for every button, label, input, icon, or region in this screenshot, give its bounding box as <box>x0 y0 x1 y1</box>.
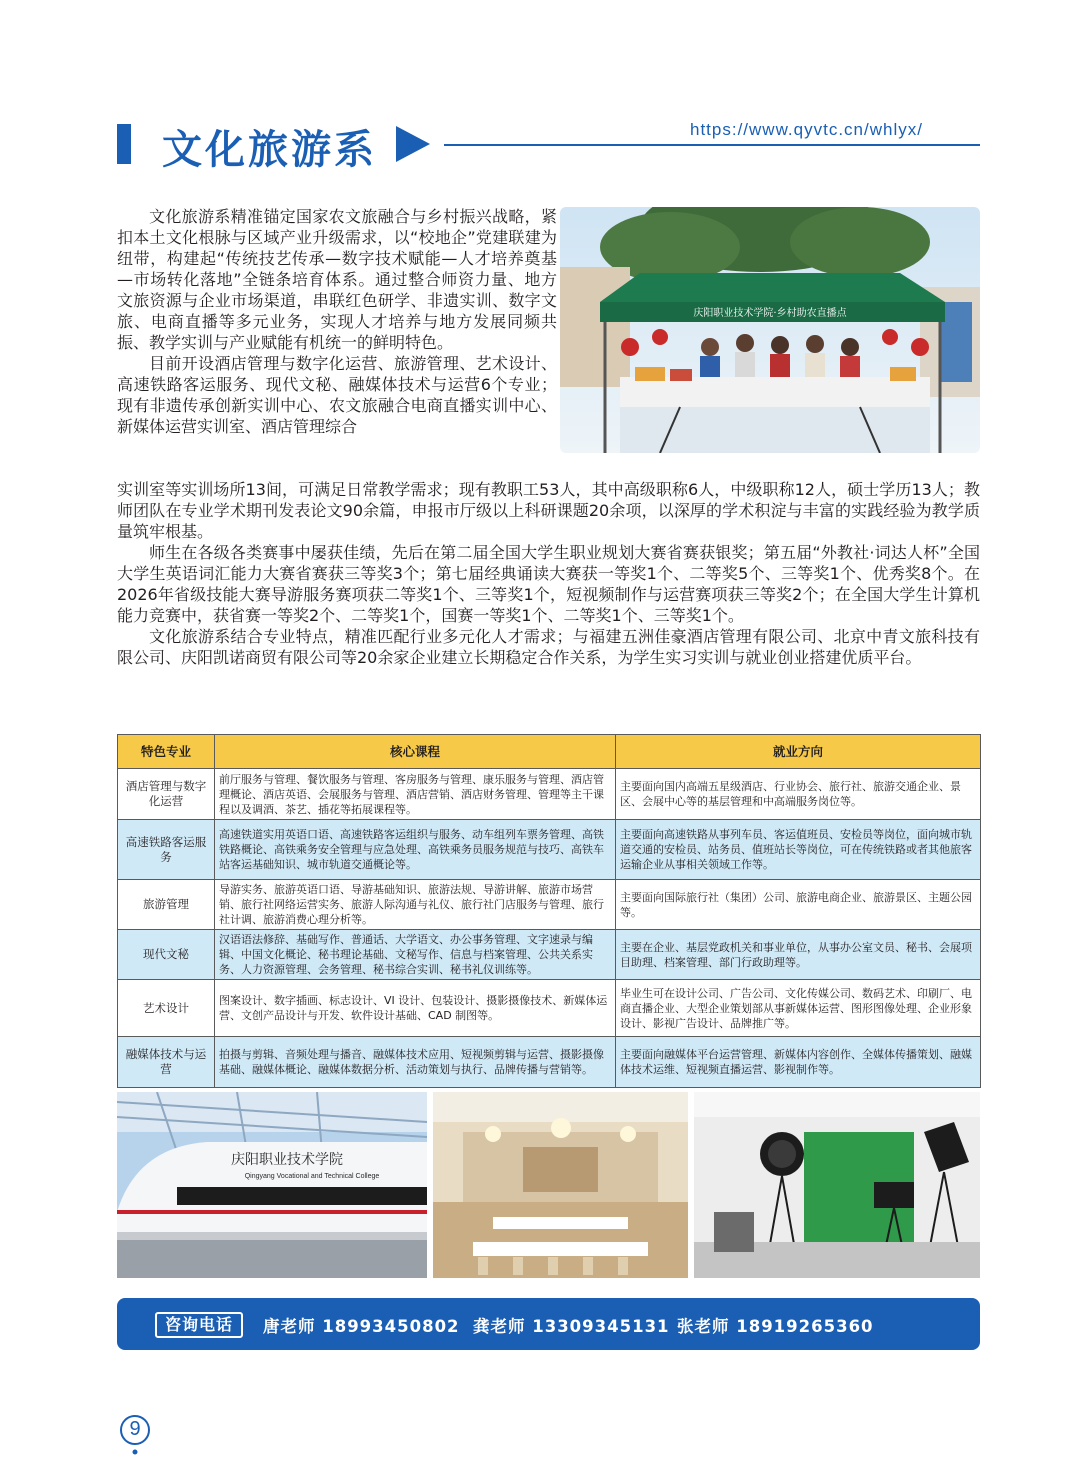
contact-label: 咨询电话 <box>155 1312 243 1338</box>
train-simulator-photo <box>117 1092 427 1278</box>
paragraph: 师生在各级各类赛事中屡获佳绩，先后在第二届全国大学生职业规划大赛省赛获银奖；第五届“外教社·词达人杯”全国大学生英语词汇能力大赛省赛获三等奖3个；第七届经典诵读大赛获一等奖1个、二等奖5个、三等奖1个、优秀奖8个。在2026年省级技能大赛导游服务赛项获二等奖1个、三等奖1个，短视频制作与运营赛项获三等奖2个；在全国大学生计算机能力竞赛中，获省赛一等奖2个、二等奖1个，国赛一等奖1个、二等奖1个、三等奖1个。 <box>117 543 980 625</box>
paragraph: 目前开设酒店管理与数字化运营、旅游管理、艺术设计、高速铁路客运服务、现代文秘、融媒体技术与运营6个专业；现有非遗传承创新实训中心、农文旅融合电商直播实训中心、新媒体运营实训室、酒店管理综合 <box>117 354 557 436</box>
contact-phone[interactable]: 龚老师 13309345131 <box>473 1317 670 1336</box>
jobs-cell: 毕业生可在设计公司、广告公司、文化传媒公司、数码艺术、印刷厂、电商直播企业、大型企业策划部从事新媒体运营、图形图像处理、企业形象设计、影视广告设计、品牌推广等。 <box>616 980 981 1037</box>
title-accent-bar <box>117 124 131 164</box>
media-studio-photo <box>694 1092 980 1278</box>
table-row <box>118 980 981 1037</box>
train-college-name-en: Qingyang Vocational and Technical College <box>244 1173 380 1180</box>
courses-cell: 导游实务、旅游英语口语、导游基础知识、旅游法规、导游讲解、旅游市场营销、旅行社网络运营实务、旅游人际沟通与礼仪、旅行社门店服务与管理、旅行社计调、旅游消费心理分析等。 <box>215 880 616 930</box>
jobs-cell: 主要面向高速铁路从事列车员、客运值班员、安检员等岗位，面向城市轨道交通的安检员、站务员、值班站长等岗位，可在传统铁路或者其他旅客运输企业从事相关领域工作等。 <box>616 820 981 880</box>
page-title: 文化旅游系 <box>162 126 377 173</box>
title-arrow-icon <box>396 126 430 162</box>
major-cell: 艺术设计 <box>118 980 215 1037</box>
train-college-name: 庆阳职业技术学院 <box>231 1152 343 1168</box>
jobs-cell: 主要在企业、基层党政机关和事业单位，从事办公室文员、秘书、会展项目助理、档案管理、部门行政助理等。 <box>616 930 981 980</box>
contact-phone[interactable]: 张老师 18919265360 <box>677 1317 874 1336</box>
table-row <box>118 1037 981 1088</box>
page-number: 9 <box>129 1418 141 1440</box>
table-row <box>118 820 981 880</box>
courses-cell: 汉语语法修辞、基础写作、普通话、大学语文、办公事务管理、文字速录与编辑、中国文化概论、秘书理论基础、文秘写作、信息与档案管理、公共关系实务、人力资源管理、会务管理、秘书综合实训、秘书礼仪训练等。 <box>215 930 616 980</box>
major-cell: 酒店管理与数字化运营 <box>118 769 215 820</box>
courses-cell: 拍摄与剪辑、音频处理与播音、融媒体技术应用、短视频剪辑与运营、摄影摄像基础、融媒体概论、融媒体数据分析、活动策划与执行、品牌传播与营销等。 <box>215 1037 616 1088</box>
major-cell: 旅游管理 <box>118 880 215 930</box>
livestream-booth-illustration <box>560 207 980 453</box>
table-row <box>118 769 981 820</box>
major-cell: 现代文秘 <box>118 930 215 980</box>
jobs-cell: 主要面向融媒体平台运营管理、新媒体内容创作、全媒体传播策划、融媒体技术运维、短视频直播运营、影视制作等。 <box>616 1037 981 1088</box>
paragraph: 文化旅游系精准锚定国家农文旅融合与乡村振兴战略，紧扣本土文化根脉与区域产业升级需求，以“校地企”党建联建为纽带，构建起“传统技艺传承—数字技术赋能—人才培养奠基—市场转化落地”全链条培育体系。通过整合师资力量、地方文旅资源与企业市场渠道，串联红色研学、非遗实训、数字文旅、电商直播等多元业务，实现人才培养与地方发展同频共振、教学实训与产业赋能有机统一的鲜明特色。 <box>117 207 557 352</box>
courses-cell: 前厅服务与管理、餐饮服务与管理、客房服务与管理、康乐服务与管理、酒店管理概论、酒店英语、会展服务与管理、酒店营销、酒店财务管理、管理等主干课程以及调酒、茶艺、插花等拓展课程等。 <box>215 769 616 820</box>
majors-table <box>117 734 981 1088</box>
paragraph: 实训室等实训场所13间，可满足日常教学需求；现有教职工53人，其中高级职称6人，中级职称12人，硕士学历13人；教师团队在专业学术期刊发表论文90余篇，申报市厅级以上科研课题20余项，以深厚的学术积淀与丰富的实践经验为教学质量筑牢根基。 <box>117 480 980 541</box>
contact-phone[interactable]: 唐老师 18993450802 <box>263 1317 460 1336</box>
major-cell: 高速铁路客运服务 <box>118 820 215 880</box>
courses-cell: 高速铁道实用英语口语、高速铁路客运组织与服务、动车组列车票务管理、高铁铁路概论、高铁乘务安全管理与应急处理、高铁乘务员服务规范与技巧、高铁车站客运基础知识、城市轨道交通概论等。 <box>215 820 616 880</box>
major-cell: 融媒体技术与运营 <box>118 1037 215 1088</box>
intro-text <box>117 206 557 437</box>
restaurant-room-illustration <box>433 1092 688 1278</box>
courses-cell: 图案设计、数字插画、标志设计、VI 设计、包装设计、摄影摄像技术、新媒体运营、文创产品设计与开发、软件设计基础、CAD 制图等。 <box>215 980 616 1037</box>
column-header: 就业方向 <box>616 735 981 769</box>
table-row <box>118 930 981 980</box>
paragraph: 文化旅游系结合专业特点，精准匹配行业多元化人才需求；与福建五洲佳豪酒店管理有限公司、北京中青文旅科技有限公司、庆阳凯诺商贸有限公司等20余家企业建立长期稳定合作关系，为学生实习实训与就业创业搭建优质平台。 <box>117 627 980 667</box>
booth-banner-text: 庆阳职业技术学院·乡村助农直播点 <box>693 308 847 319</box>
jobs-cell: 主要面向国际旅行社（集团）公司、旅游电商企业、旅游景区、主题公园等。 <box>616 880 981 930</box>
department-url-link[interactable]: https://www.qyvtc.cn/whlyx/ <box>690 120 923 139</box>
restaurant-training-room-photo <box>433 1092 688 1278</box>
body-text <box>117 479 980 668</box>
contact-bar <box>117 1298 980 1350</box>
jobs-cell: 主要面向国内高端五星级酒店、行业协会、旅行社、旅游交通企业、景区、会展中心等的基层管理和中高端服务岗位等。 <box>616 769 981 820</box>
title-rule <box>444 144 980 146</box>
column-header: 特色专业 <box>118 735 215 769</box>
train-simulator-illustration <box>117 1092 427 1278</box>
column-header: 核心课程 <box>215 735 616 769</box>
table-row <box>118 880 981 930</box>
livestream-booth-photo <box>560 207 980 453</box>
media-studio-illustration <box>694 1092 980 1278</box>
table-header-row <box>118 735 981 769</box>
